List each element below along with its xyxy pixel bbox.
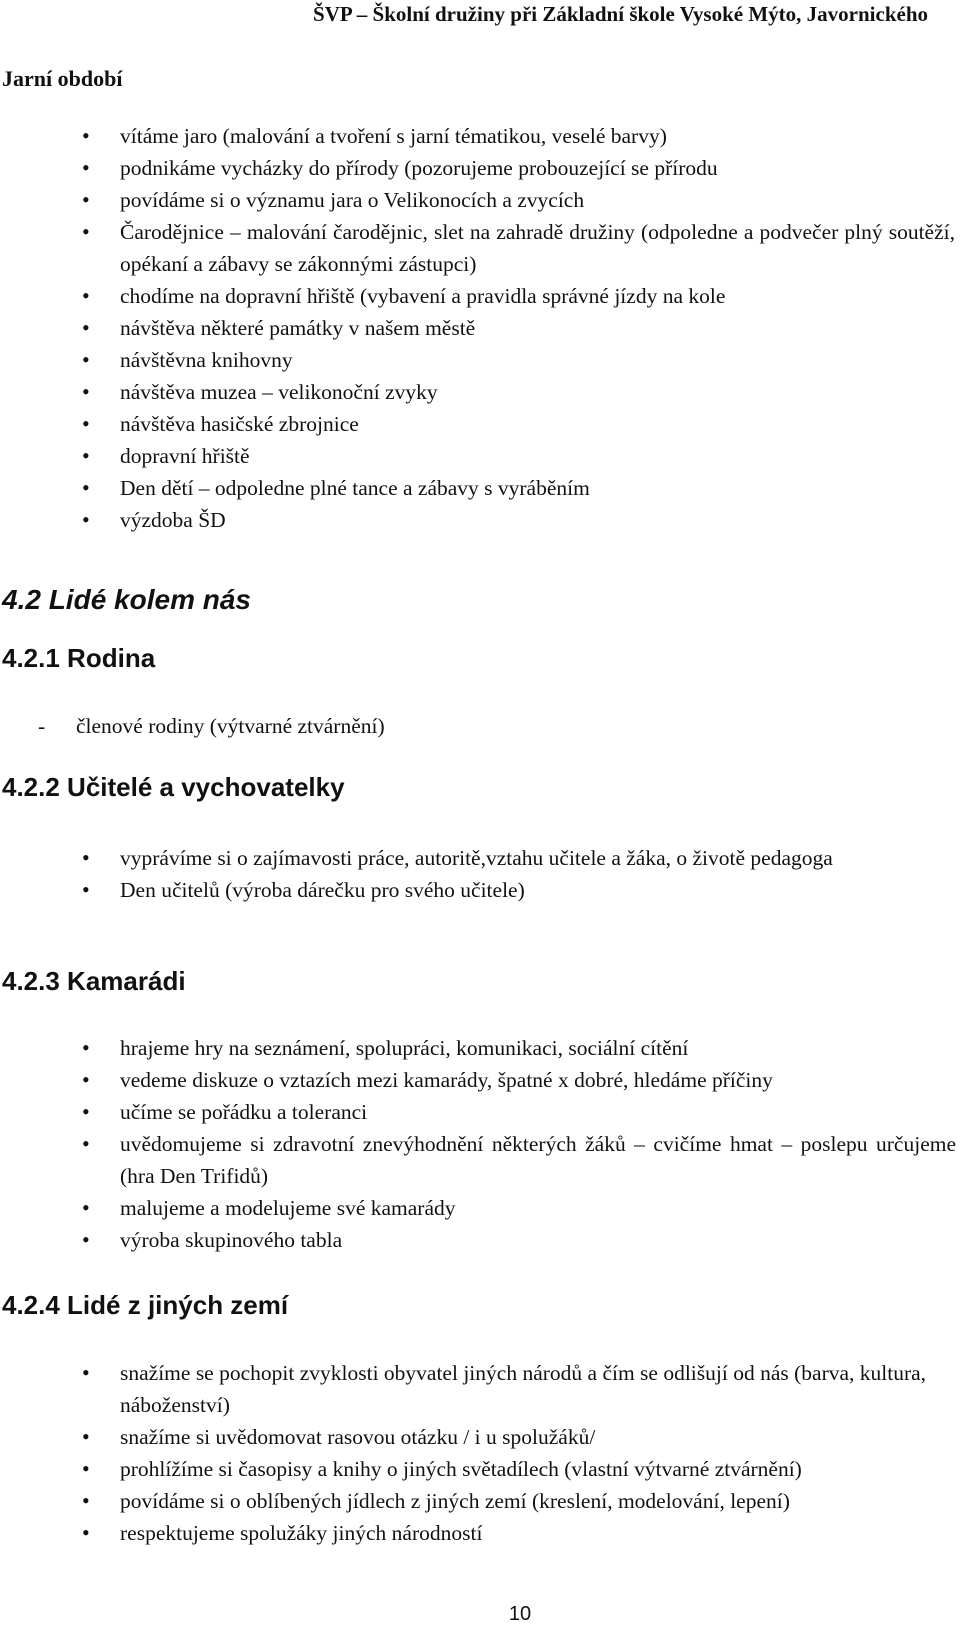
list-item: • snažíme se pochopit zvyklosti obyvatel jiných národů a čím se odlišují od nás (barva, kultura, náboženství): [120, 1357, 950, 1421]
page-header: ŠVP – Školní družiny při Základní škole Vysoké Mýto, Javornického: [313, 2, 928, 26]
dash-marker: -: [38, 714, 46, 738]
foreign-people-list: [120, 1357, 950, 1549]
list-item: • návštěva hasičské zbrojnice: [120, 408, 955, 440]
list-item: • Den dětí – odpoledne plné tance a zábavy s vyráběním: [120, 472, 955, 504]
list-item: • podnikáme vycházky do přírody (pozorujeme probouzející se přírodu: [120, 152, 955, 184]
section-4-2-3-heading: 4.2.3 Kamarádi: [2, 966, 186, 996]
list-item: • snažíme si uvědomovat rasovou otázku / i u spolužáků/: [120, 1421, 950, 1453]
list-item: • uvědomujeme si zdravotní znevýhodnění některých žáků – cvičíme hmat – poslepu určujeme (hra Den Trifidů): [120, 1128, 956, 1192]
list-item: • povídáme si o významu jara o Velikonocích a zvycích: [120, 184, 955, 216]
dash-item-text: členové rodiny (výtvarné ztvárnění): [76, 714, 385, 738]
list-item: • prohlížíme si časopisy a knihy o jiných světadílech (vlastní výtvarné ztvárnění): [120, 1453, 950, 1485]
list-item: • povídáme si o oblíbených jídlech z jiných zemí (kreslení, modelování, lepení): [120, 1485, 950, 1517]
list-item: • Den učitelů (výroba dárečku pro svého učitele): [120, 874, 956, 906]
list-item: • vedeme diskuze o vztazích mezi kamarády, špatné x dobré, hledáme příčiny: [120, 1064, 956, 1096]
section-4-2-4-heading: 4.2.4 Lidé z jiných zemí: [2, 1290, 289, 1320]
list-item: • hrajeme hry na seznámení, spolupráci, komunikaci, sociální cítění: [120, 1032, 956, 1064]
spring-heading: Jarní období: [2, 66, 123, 91]
list-item: • Čarodějnice – malování čarodějnic, slet na zahradě družiny (odpoledne a podvečer plný soutěží, opékaní a zábavy se zákonnými zástupci): [120, 216, 955, 280]
list-item: • návštěvna knihovny: [120, 344, 955, 376]
list-item: • malujeme a modelujeme své kamarády: [120, 1192, 956, 1224]
section-4-2-1-heading: 4.2.1 Rodina: [2, 643, 156, 673]
friends-list: [120, 1032, 956, 1256]
list-item: • návštěva muzea – velikonoční zvyky: [120, 376, 955, 408]
list-item: • dopravní hřiště: [120, 440, 955, 472]
list-item: • výroba skupinového tabla: [120, 1224, 956, 1256]
list-item: • učíme se pořádku a toleranci: [120, 1096, 956, 1128]
family-dash-item: [38, 714, 738, 744]
list-item: • vítáme jaro (malování a tvoření s jarní tématikou, veselé barvy): [120, 120, 955, 152]
list-item: • respektujeme spolužáky jiných národností: [120, 1517, 950, 1549]
page-number: 10: [508, 1603, 532, 1625]
list-item: • návštěva některé památky v našem městě: [120, 312, 955, 344]
list-item: • výzdoba ŠD: [120, 504, 955, 536]
teachers-list: [120, 842, 956, 906]
list-item: • vyprávíme si o zajímavosti práce, autoritě,vztahu učitele a žáka, o životě pedagoga: [120, 842, 956, 874]
list-item: • chodíme na dopravní hřiště (vybavení a pravidla správné jízdy na kole: [120, 280, 955, 312]
spring-list: [120, 120, 955, 536]
section-4-2-heading: 4.2 Lidé kolem nás: [2, 584, 251, 615]
section-4-2-2-heading: 4.2.2 Učitelé a vychovatelky: [2, 772, 345, 802]
